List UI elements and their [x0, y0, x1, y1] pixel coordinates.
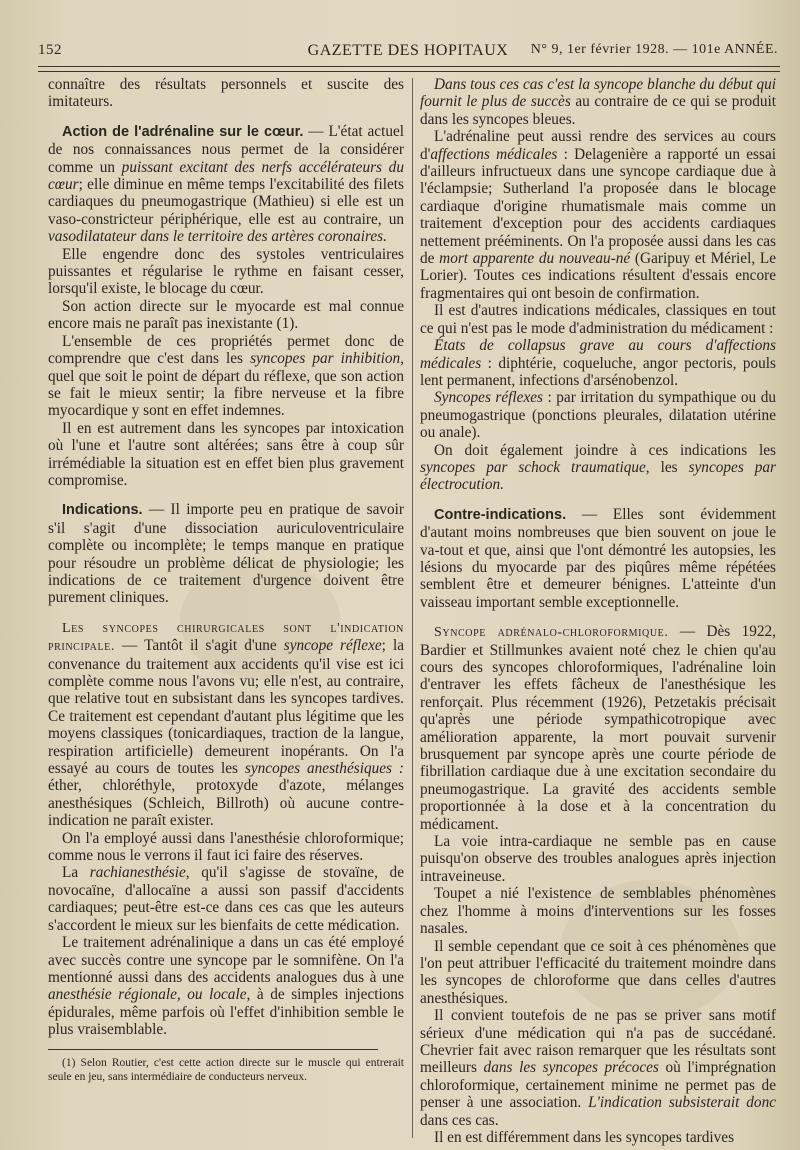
paragraph: Toupet a nié l'existence de semblables phénomènes chez l'homme à moins d'interventions sur les fosses nasales.: [420, 885, 776, 938]
paragraph: La voie intra-cardiaque ne semble pas en cause puisqu'on observe des troubles analogues après injection intraveineuse.: [420, 833, 776, 885]
section-heading: Action de l'adrénaline sur le cœur.: [62, 123, 304, 140]
paragraph: Dans tous ces cas c'est la syncope blanche du début qui fournit le plus de succès au contraire de ce qui se produit dans les syncopes bleues.: [420, 76, 776, 128]
paragraph: Elle engendre donc des systoles ventriculaires puissantes et régularise le rythme en faisant cesser, lorsqu'il existe, le blocage du cœur.: [48, 245, 404, 298]
paragraph: Il semble cependant que ce soit à ces phénomènes que l'on peut attribuer l'efficacité du traitement moindre dans les syncopes de chloroforme que dans celles d'autres anesthésiques.: [420, 937, 776, 1007]
issue-info: N° 9, 1er février 1928. — 101e ANNÉE.: [530, 42, 778, 57]
paragraph: L'adrénaline peut aussi rendre des services au cours d'affections médicales : Delagenière a rapporté un essai d'ailleurs infructueux dans une syncope cardiaque due à l'éclampsie; Sutherland l'a proposée dans le blocage cardiaque d'origine rhumatismale mais comme un traitement d'exception pour des accidents cardiaques nettement prééminents. On l'a proposée aussi dans les cas de mort apparente du nouveau-né (Garipuy et Mériel, Le Lorier). Toutes ces indications résultent d'essais encore fragmentaires qui ont besoin de confirmation.: [420, 128, 776, 302]
section-contra-indications: Contre-indications. — Elles sont évidemment d'autant moins nombreuses que bien souvent on joue le va-tout et que, ainsi que l'ont démontré les autopsies, les lésions du myocarde par des piqûres même répétées semblent être et demeurer bénignes. L'atteinte d'un vaisseau important semble exceptionnelle.: [420, 505, 776, 611]
paragraph: L'ensemble de ces propriétés permet donc de comprendre que c'est dans les syncopes par inhibition, quel que soit le point de départ du réflexe, que son action se fait le mieux sentir; la fibre nerveuse et la fibre myocardique y sont en effet indemnes.: [48, 332, 404, 420]
section-surgical-syncopes: Les syncopes chirurgicales sont l'indication principale. — Tantôt il s'agit d'une syncope réflexe; la convenance du traitement aux accidents qu'il vise est ici complète comme nous l'avons vu; elle n'est, au contraire, que relative tout en subsistant dans les syncopes tardives. Ce traitement est cependant d'autant plus légitime que les moyens classiques (tonicardiaques, traction de la langue, respiration artificielle) demeurent inopérants. On l'a essayé au cours de toutes les syncopes anesthésiques : éther, chloréthyle, protoxyde d'azote, mélanges anesthésiques (Schleich, Billroth) où aucune contre-indication ne paraît exister.: [48, 620, 405, 830]
section-adrenalo-chloroform: Syncope adrénalo-chloroformique. — Dès 1922, Bardier et Stillmunkes avaient noté chez le chien qu'au cours des syncopes chloroformiques, l'adrénaline loin d'entraver les effets fâcheux de l'anesthésique les renforçait. Plus récemment (1926), Petzetakis précisait qu'après une période sympathicotropique avec amélioration apparente, la mort pouvait survenir brusquement par syncope après une courte période de fibrillation cardiaque due à une excitation secondaire du pneumogastrique. La gravité des accidents semble proportionnée à la dose et à la concentration du médicament.: [420, 623, 776, 833]
paragraph: Il est d'autres indications médicales, classiques en tout ce qui n'est pas le mode d'administration du médicament :: [420, 302, 776, 337]
paragraph: La rachianesthésie, qu'il s'agisse de stovaïne, de novocaïne, d'allocaïne a aussi son passif d'accidents cardiaques; peut-être est-ce dans ces cas que les auteurs s'accordent le mieux sur les bienfaits de cette médication.: [48, 864, 404, 934]
paragraph: Il en est autrement dans les syncopes par intoxication où l'une et l'autre sont altérées; sans être à coup sûr irrémédiable la situation est en effet bien plus gravement compromise.: [48, 419, 404, 489]
paragraph: Son action directe sur le myocarde est mal connue encore mais ne paraît pas inexistante (1).: [48, 297, 404, 333]
section-indications: Indications. — Il importe peu en pratique de savoir s'il s'agit d'une dissociation auriculoventriculaire complète ou incomplète; le temps manque en pratique pour résoudre un problème délicat de physiologie; les indications de ce traitement d'urgence doivent être purement cliniques.: [48, 501, 404, 607]
page-number: 152: [38, 42, 62, 58]
column-separator: [412, 78, 413, 1138]
paragraph: Le traitement adrénalinique a dans un cas été employé avec succès contre une syncope par le somnifène. On l'a mentionné aussi dans des accidents analogues dus à une anesthésie régionale, ou locale, à de simples injections épidurales, même parfois où l'effet d'inhibition semble le plus vraisemblable.: [48, 934, 404, 1039]
paragraph: Syncopes réflexes : par irritation du sympathique ou du pneumogastrique (ponctions pleurales, dilatation utérine ou anale).: [420, 389, 776, 442]
paragraph: On doit également joindre à ces indications les syncopes par schock traumatique, les syncopes par électrocution.: [420, 441, 777, 494]
paragraph: On l'a employé aussi dans l'anesthésie chloroformique; comme nous le verrons il faut ici faire des réserves.: [48, 829, 404, 865]
left-column: [48, 76, 404, 1084]
section-heading: Syncope adrénalo-chloroformique.: [434, 625, 669, 641]
right-column: [420, 76, 776, 1146]
running-header: [38, 36, 778, 60]
footnote: (1) Selon Routier, c'est cette action directe sur le muscle qui entrerait seule en jeu, sans intermédiaire de conducteurs nerveux.: [48, 1056, 404, 1083]
paragraph: connaître des résultats personnels et suscite des imitateurs.: [48, 76, 404, 111]
section-heading: Les syncopes chirurgicales sont l'indication principale.: [48, 620, 404, 655]
paragraph: États de collapsus grave au cours d'affections médicales : diphtérie, coqueluche, angor pectoris, pouls lent permanent, infections d'arsénobenzol.: [420, 337, 776, 389]
section-heading: Indications.: [62, 502, 143, 519]
section-adrenaline-heart: Action de l'adrénaline sur le cœur. — L'état actuel de nos connaissances nous permet de la considérer comme un puissant excitant des nerfs accélérateurs du cœur; elle diminue en même temps l'excitabilité des filets cardiaques du pneumogastrique (Mathieu) si elle est un vaso-constricteur périphérique, elle est au contraire, un vasodilatateur dans le territoire des artères coronaires.: [48, 122, 405, 246]
paragraph: Il convient toutefois de ne pas se priver sans motif sérieux d'une médication qui n'a pas de succédané. Chevrier fait avec raison remarquer que les résultats sont meilleurs dans les syncopes précoces où l'imprégnation chloroformique, certainement minime ne permet pas de penser à une association. L'indication subsisterait donc dans ces cas.: [420, 1007, 777, 1129]
header-rule: [38, 66, 780, 72]
section-heading: Contre-indications.: [434, 506, 567, 523]
footnote-rule: [48, 1049, 378, 1050]
paragraph: Il en est différemment dans les syncopes tardives: [434, 1128, 735, 1146]
journal-title: GAZETTE DES HOPITAUX: [307, 42, 509, 59]
